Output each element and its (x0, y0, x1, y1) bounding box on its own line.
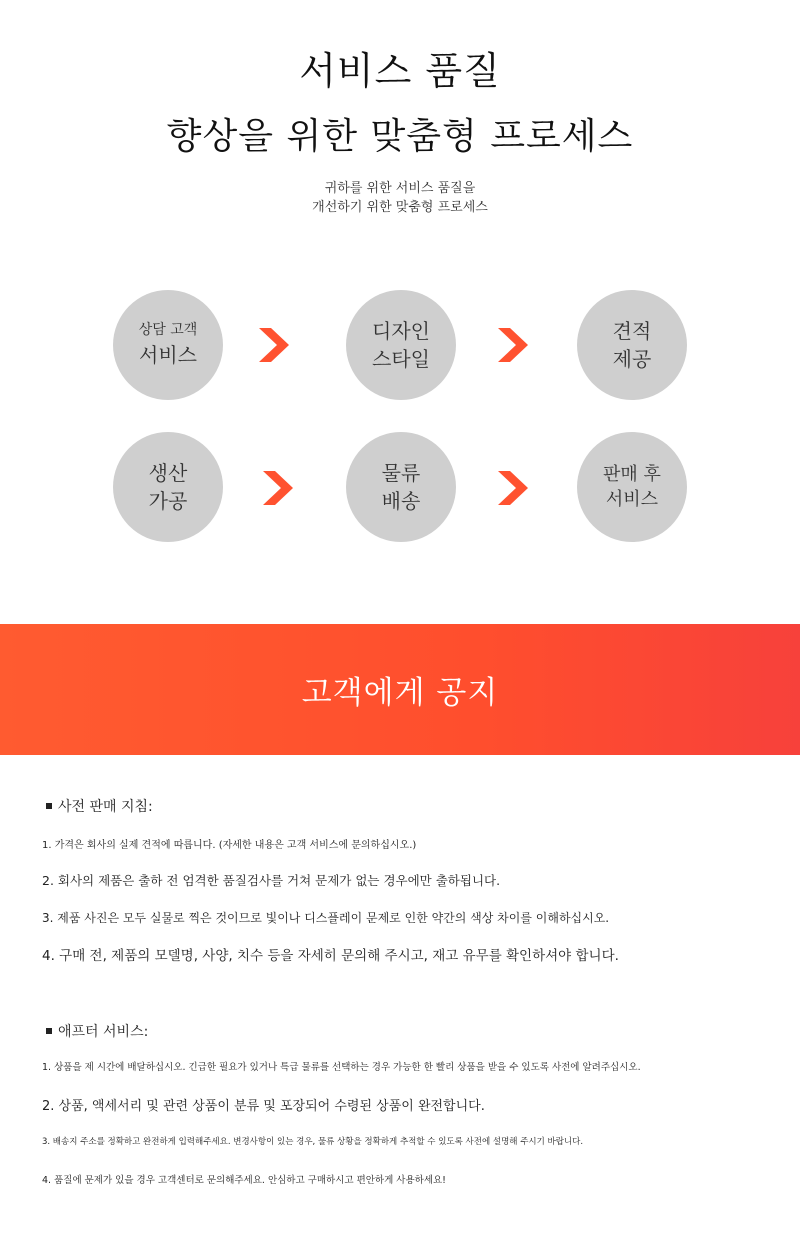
presale-heading (46, 796, 153, 816)
step-label-line1: 판매 후 (603, 463, 661, 485)
step-label-line1: 물류 (381, 461, 421, 485)
aftersale-item: 3. 배송지 주소를 정확하고 완전하게 입력해주세요. 변경사항이 있는 경우, 물류 상황을 정확하게 추적할 수 있도록 사전에 설명해 주시기 바랍니다. (42, 1137, 584, 1147)
aftersale-item: 4. 품질에 문제가 있을 경우 고객센터로 문의해주세요. 안심하고 구매하시고 편안하게 사용하세요! (42, 1175, 446, 1186)
chevron-right-icon (498, 471, 528, 505)
step-label-line2: 배송 (381, 489, 421, 513)
step-label-line2: 가공 (148, 489, 188, 513)
step-label-line1: 견적 (612, 319, 652, 343)
presale-heading-text: 사전 판매 지침: (58, 799, 153, 815)
process-step-consult (113, 290, 223, 400)
aftersale-item: 2. 상품, 액세서리 및 관련 상품이 분류 및 포장되어 수령된 상품이 완전합니다. (42, 1099, 485, 1114)
aftersale-heading (46, 1021, 148, 1041)
process-step-quote (577, 290, 687, 400)
step-label-line1: 디자인 (372, 319, 430, 343)
presale-item: 1. 가격은 회사의 실제 견적에 따릅니다. (자세한 내용은 고객 서비스에 문의하십시오.) (42, 840, 417, 851)
bullet-square-icon (46, 803, 52, 809)
chevron-right-icon (498, 328, 528, 362)
bullet-square-icon (46, 1028, 52, 1034)
process-step-production (113, 432, 223, 542)
process-step-logistics (346, 432, 456, 542)
page-title-line2: 향상을 위한 맞춤형 프로세스 (166, 116, 634, 157)
chevron-right-icon (259, 328, 289, 362)
step-label-line1: 생산 (148, 461, 188, 485)
process-step-after-sales (577, 432, 687, 542)
page-title-line1: 서비스 품질 (299, 49, 501, 93)
process-step-design (346, 290, 456, 400)
presale-item: 4. 구매 전, 제품의 모델명, 사양, 치수 등을 자세히 문의해 주시고, 재고 유무를 확인하셔야 합니다. (42, 948, 619, 964)
step-label-line2: 서비스 (605, 489, 659, 510)
step-label-line1: 상담 고객 (138, 322, 198, 339)
banner-title: 고객에게 공지 (301, 675, 499, 711)
aftersale-item: 1. 상품을 제 시간에 배달하십시오. 긴급한 필요가 있거나 특급 물류를 선택하는 경우 가능한 한 빨리 상품을 받을 수 있도록 사전에 알려주십시오. (42, 1062, 641, 1073)
chevron-right-icon (263, 471, 293, 505)
step-label-line2: 서비스 (139, 342, 197, 367)
step-label-line2: 스타일 (372, 347, 430, 371)
aftersale-heading-text: 애프터 서비스: (58, 1024, 149, 1040)
presale-item: 3. 제품 사진은 모두 실물로 찍은 것이므로 빛이나 디스플레이 문제로 인한 약간의 색상 차이를 이해하십시오. (42, 911, 610, 925)
presale-item: 2. 회사의 제품은 출하 전 엄격한 품질검사를 거쳐 문제가 없는 경우에만 출하됩니다. (42, 873, 501, 888)
subtitle-line2: 개선하기 위한 맞춤형 프로세스 (312, 200, 488, 215)
step-label-line2: 제공 (612, 347, 652, 371)
subtitle-line1: 귀하를 위한 서비스 품질을 (324, 181, 476, 196)
notice-banner (0, 624, 800, 755)
